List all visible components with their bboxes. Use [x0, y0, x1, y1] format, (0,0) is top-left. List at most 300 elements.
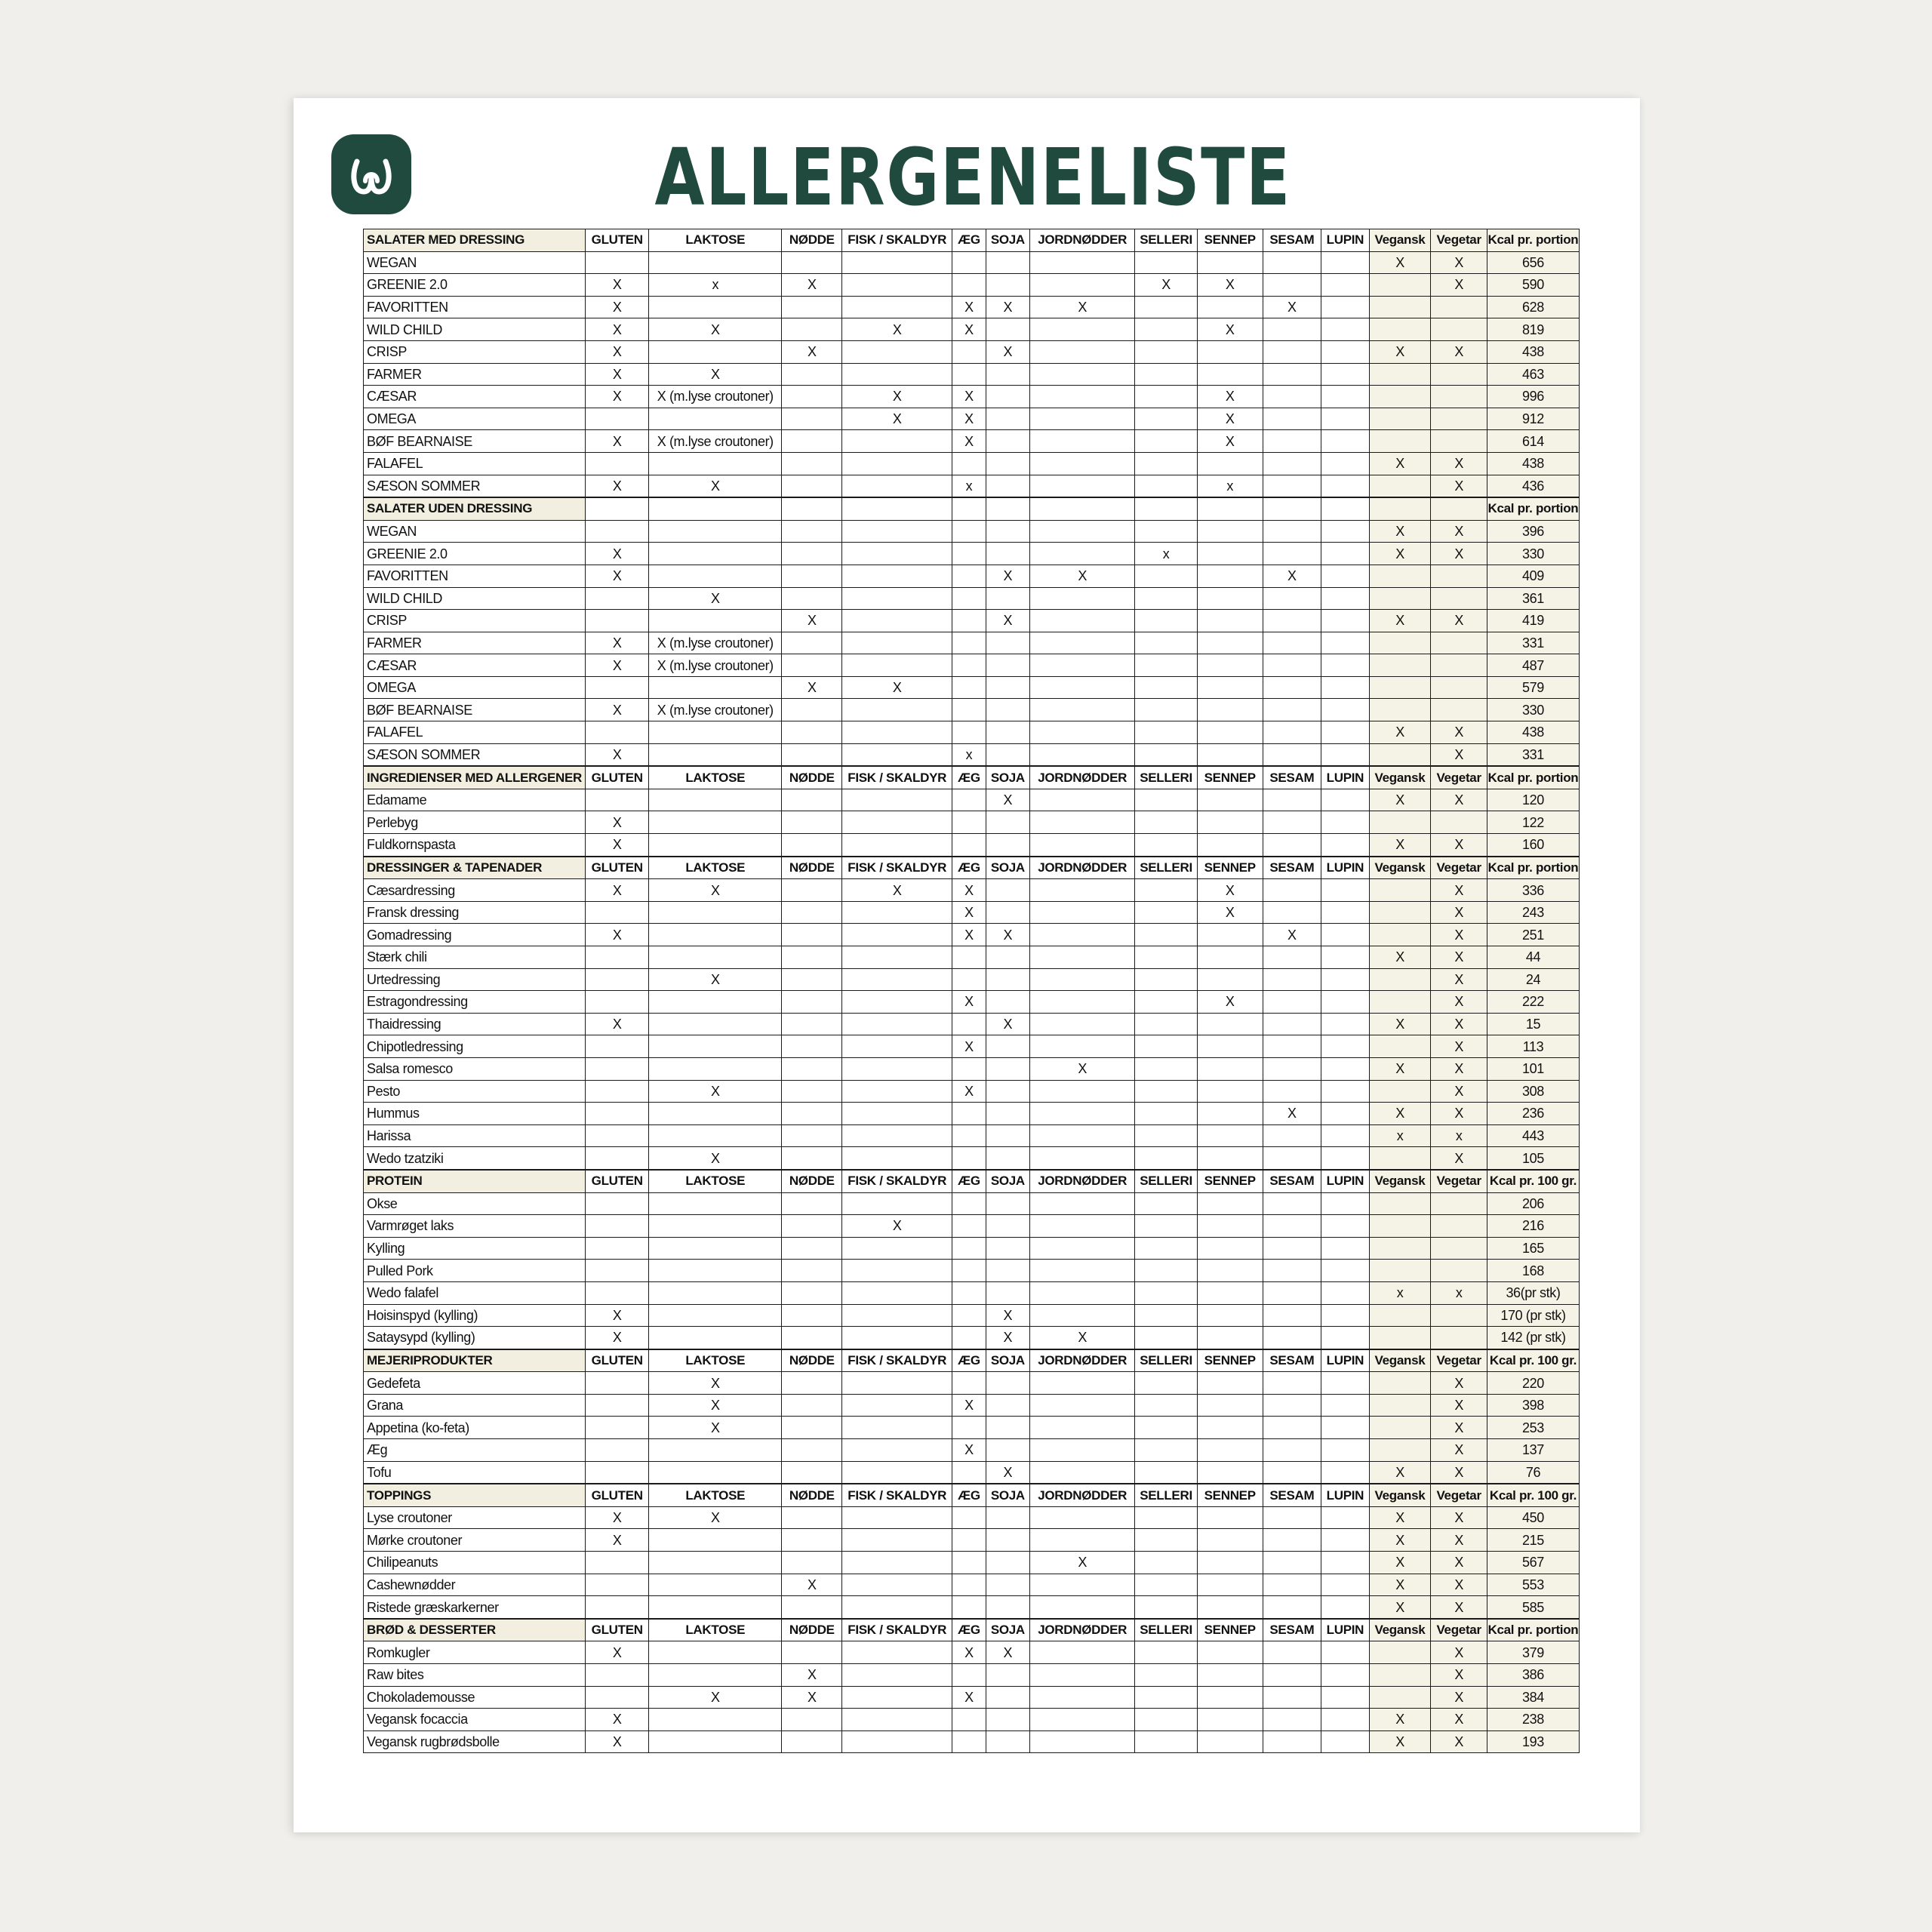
allergen-cell — [1263, 1372, 1321, 1395]
allergen-cell: X — [1431, 1103, 1487, 1125]
allergen-cell — [586, 1372, 649, 1395]
allergen-cell — [842, 610, 952, 632]
allergen-cell — [1321, 1664, 1370, 1687]
table-row — [364, 610, 1580, 632]
allergen-cell: X — [1030, 1057, 1135, 1080]
allergen-cell — [842, 1103, 952, 1125]
section-title: DRESSINGER & TAPENADER — [364, 857, 586, 879]
table-row — [364, 587, 1580, 610]
allergen-cell — [986, 946, 1029, 969]
table-row — [364, 1730, 1580, 1753]
allergen-cell — [842, 520, 952, 543]
allergen-cell — [1197, 1215, 1263, 1238]
allergen-cell — [649, 1709, 782, 1731]
allergen-cell: X — [649, 1394, 782, 1417]
item-name: GREENIE 2.0 — [364, 274, 586, 297]
allergen-cell: X — [1369, 1552, 1431, 1574]
kcal-cell: 243 — [1487, 901, 1579, 924]
allergen-cell — [1197, 1103, 1263, 1125]
allergen-cell — [986, 1080, 1029, 1103]
kcal-cell: 463 — [1487, 363, 1579, 386]
allergen-cell — [649, 1103, 782, 1125]
allergen-cell — [1369, 1035, 1431, 1058]
allergen-cell — [1321, 610, 1370, 632]
item-name: Hoisinspyd (kylling) — [364, 1304, 586, 1327]
allergen-cell — [649, 1237, 782, 1260]
kcal-cell: 168 — [1487, 1260, 1579, 1282]
allergen-cell — [1197, 1035, 1263, 1058]
allergen-cell — [782, 1417, 842, 1439]
allergen-cell — [1321, 1641, 1370, 1664]
column-header: Vegansk — [1369, 1349, 1431, 1372]
allergen-cell — [1197, 296, 1263, 318]
allergen-cell — [1263, 721, 1321, 744]
allergen-cell — [1135, 587, 1198, 610]
section-title: SALATER UDEN DRESSING — [364, 497, 586, 520]
column-header: GLUTEN — [586, 229, 649, 252]
kcal-cell: 253 — [1487, 1417, 1579, 1439]
allergen-cell — [986, 632, 1029, 654]
allergen-cell — [1135, 1080, 1198, 1103]
allergen-cell — [952, 946, 986, 969]
kcal-cell: 443 — [1487, 1124, 1579, 1147]
column-header: Vegansk — [1369, 229, 1431, 252]
allergen-cell — [1135, 1596, 1198, 1619]
allergen-cell — [986, 1552, 1029, 1574]
allergen-cell — [842, 1439, 952, 1462]
allergen-cell — [1263, 587, 1321, 610]
table-row — [364, 1237, 1580, 1260]
allergen-cell — [1197, 1506, 1263, 1529]
allergen-cell — [842, 363, 952, 386]
allergen-cell — [1263, 318, 1321, 341]
column-header: LAKTOSE — [649, 229, 782, 252]
allergen-cell — [586, 991, 649, 1014]
allergen-cell — [952, 1574, 986, 1596]
allergen-cell — [986, 1664, 1029, 1687]
item-name: Thaidressing — [364, 1013, 586, 1035]
allergen-cell — [1431, 654, 1487, 677]
column-header: LUPIN — [1321, 1170, 1370, 1192]
allergen-cell — [782, 1596, 842, 1619]
allergen-cell: X — [952, 1035, 986, 1058]
allergen-cell: X — [1197, 408, 1263, 430]
allergen-cell — [1263, 1709, 1321, 1731]
allergen-cell — [586, 1394, 649, 1417]
allergen-cell — [1263, 386, 1321, 408]
column-header: GLUTEN — [586, 1484, 649, 1506]
allergen-cell: X — [586, 632, 649, 654]
allergen-cell — [986, 1215, 1029, 1238]
allergen-cell: X — [952, 296, 986, 318]
allergen-cell — [1321, 1103, 1370, 1125]
section-header-row — [364, 857, 1580, 879]
allergen-cell: X — [1431, 475, 1487, 497]
item-name: FAVORITTEN — [364, 296, 586, 318]
allergen-cell — [1135, 565, 1198, 587]
column-header: SESAM — [1263, 1619, 1321, 1641]
kcal-cell: 567 — [1487, 1552, 1579, 1574]
column-header — [1263, 497, 1321, 520]
allergen-cell — [1321, 789, 1370, 811]
allergen-cell — [782, 1506, 842, 1529]
allergen-cell: X — [1369, 1574, 1431, 1596]
allergen-cell — [1030, 386, 1135, 408]
section-title: PROTEIN — [364, 1170, 586, 1192]
allergen-cell — [952, 251, 986, 274]
table-row — [364, 520, 1580, 543]
allergen-cell — [1321, 1013, 1370, 1035]
allergen-cell — [1263, 340, 1321, 363]
column-header: SENNEP — [1197, 229, 1263, 252]
item-name: Ristede græskarkerner — [364, 1596, 586, 1619]
kcal-cell: 438 — [1487, 340, 1579, 363]
kcal-cell: 330 — [1487, 699, 1579, 721]
allergen-cell: X — [1431, 610, 1487, 632]
allergen-cell — [782, 1461, 842, 1484]
item-name: SÆSON SOMMER — [364, 743, 586, 766]
allergen-cell — [1321, 1057, 1370, 1080]
allergen-cell — [1263, 901, 1321, 924]
allergen-cell — [1135, 789, 1198, 811]
allergen-cell: X — [1431, 924, 1487, 946]
kcal-cell: 222 — [1487, 991, 1579, 1014]
allergen-cell — [649, 1035, 782, 1058]
allergen-cell: x — [952, 743, 986, 766]
allergen-cell — [586, 1417, 649, 1439]
column-header: LAKTOSE — [649, 1349, 782, 1372]
column-header: GLUTEN — [586, 857, 649, 879]
allergen-cell — [1135, 386, 1198, 408]
kcal-cell: 44 — [1487, 946, 1579, 969]
allergen-cell — [1369, 386, 1431, 408]
column-header: JORDNØDDER — [1030, 1170, 1135, 1192]
allergen-cell — [586, 1057, 649, 1080]
allergen-cell: X — [952, 318, 986, 341]
allergen-cell — [952, 610, 986, 632]
allergen-cell — [842, 811, 952, 834]
allergen-cell — [1431, 676, 1487, 699]
allergen-cell — [649, 1215, 782, 1238]
allergen-cell — [952, 1664, 986, 1687]
allergen-cell: X (m.lyse croutoner) — [649, 386, 782, 408]
allergen-cell — [986, 721, 1029, 744]
allergen-cell — [1321, 1327, 1370, 1349]
allergen-cell — [782, 991, 842, 1014]
allergen-cell: X — [842, 318, 952, 341]
item-name: Chokolademousse — [364, 1686, 586, 1709]
kcal-cell: 396 — [1487, 520, 1579, 543]
allergen-cell: X — [1369, 452, 1431, 475]
allergen-cell: X — [1197, 318, 1263, 341]
allergen-cell — [1135, 676, 1198, 699]
allergen-cell — [1431, 1237, 1487, 1260]
allergen-cell: X — [782, 1686, 842, 1709]
allergen-cell — [1030, 924, 1135, 946]
allergen-cell: X — [1197, 901, 1263, 924]
allergen-cell — [1369, 1304, 1431, 1327]
allergen-cell — [1197, 811, 1263, 834]
allergen-cell — [1030, 654, 1135, 677]
allergen-cell: x — [1431, 1124, 1487, 1147]
kcal-header: Kcal pr. 100 gr. — [1487, 1349, 1579, 1372]
allergen-cell — [1369, 1417, 1431, 1439]
allergen-cell — [1263, 968, 1321, 991]
allergen-cell: X — [586, 699, 649, 721]
allergen-cell: X — [1030, 1552, 1135, 1574]
allergen-cell — [1135, 901, 1198, 924]
allergen-cell — [1197, 1372, 1263, 1395]
allergen-cell — [1135, 879, 1198, 902]
allergen-cell — [782, 1237, 842, 1260]
allergen-cell — [1197, 251, 1263, 274]
allergen-cell — [649, 408, 782, 430]
allergen-cell — [1321, 1147, 1370, 1170]
allergen-cell — [1321, 1596, 1370, 1619]
allergen-cell — [1135, 296, 1198, 318]
table-row — [364, 1327, 1580, 1349]
kcal-cell: 216 — [1487, 1215, 1579, 1238]
column-header: SOJA — [986, 1484, 1029, 1506]
table-row — [364, 1147, 1580, 1170]
allergen-cell — [782, 1304, 842, 1327]
allergen-cell — [1321, 1035, 1370, 1058]
allergen-cell — [1369, 1327, 1431, 1349]
allergen-cell — [586, 1147, 649, 1170]
allergen-cell — [1030, 587, 1135, 610]
column-header: Vegansk — [1369, 766, 1431, 789]
allergen-cell: X — [1369, 1013, 1431, 1035]
allergen-cell — [1030, 408, 1135, 430]
allergen-cell — [649, 924, 782, 946]
allergen-cell: X — [1369, 1103, 1431, 1125]
allergen-cell — [1369, 1147, 1431, 1170]
allergen-cell: X — [1369, 251, 1431, 274]
allergen-cell — [1369, 296, 1431, 318]
item-name: Romkugler — [364, 1641, 586, 1664]
table-row — [364, 789, 1580, 811]
allergen-cell — [952, 811, 986, 834]
table-row — [364, 1103, 1580, 1125]
allergen-cell — [1369, 991, 1431, 1014]
allergen-cell — [782, 632, 842, 654]
allergen-cell: X — [1431, 1461, 1487, 1484]
allergen-cell — [1030, 1529, 1135, 1552]
allergen-cell — [649, 251, 782, 274]
item-name: Estragondressing — [364, 991, 586, 1014]
allergen-cell — [842, 1192, 952, 1215]
allergen-cell — [1030, 1103, 1135, 1125]
allergen-cell — [1431, 296, 1487, 318]
allergen-cell — [1135, 1641, 1198, 1664]
allergen-cell — [842, 340, 952, 363]
allergen-cell — [586, 520, 649, 543]
item-name: Tofu — [364, 1461, 586, 1484]
allergen-cell — [586, 1552, 649, 1574]
allergen-cell — [586, 789, 649, 811]
allergen-cell — [1263, 1260, 1321, 1282]
allergen-cell — [1135, 1215, 1198, 1238]
allergen-cell — [1030, 1506, 1135, 1529]
allergen-cell — [1321, 1686, 1370, 1709]
allergen-cell: X — [586, 386, 649, 408]
allergen-cell: X — [1431, 251, 1487, 274]
allergen-cell — [1030, 1574, 1135, 1596]
allergen-cell — [1263, 475, 1321, 497]
allergen-cell — [1197, 676, 1263, 699]
allergen-cell — [1321, 1417, 1370, 1439]
column-header: LUPIN — [1321, 1349, 1370, 1372]
allergen-cell — [1263, 1641, 1321, 1664]
allergen-cell — [1263, 1327, 1321, 1349]
column-header: NØDDE — [782, 229, 842, 252]
table-row — [364, 811, 1580, 834]
allergen-cell — [1369, 699, 1431, 721]
allergen-cell — [1135, 699, 1198, 721]
kcal-cell: 24 — [1487, 968, 1579, 991]
allergen-cell: X — [649, 1080, 782, 1103]
column-header: LAKTOSE — [649, 1484, 782, 1506]
allergen-cell — [952, 1237, 986, 1260]
allergen-cell — [1135, 475, 1198, 497]
table-row — [364, 1394, 1580, 1417]
allergen-cell — [649, 721, 782, 744]
allergen-cell — [586, 1035, 649, 1058]
allergen-cell — [1135, 1327, 1198, 1349]
allergen-cell — [952, 1260, 986, 1282]
table-row — [364, 1461, 1580, 1484]
allergen-cell: X — [842, 408, 952, 430]
kcal-cell: 331 — [1487, 632, 1579, 654]
allergen-cell — [586, 1124, 649, 1147]
item-name: FARMER — [364, 632, 586, 654]
allergen-cell — [842, 475, 952, 497]
allergen-cell — [986, 1596, 1029, 1619]
item-name: CÆSAR — [364, 386, 586, 408]
allergen-cell: X — [586, 743, 649, 766]
column-header: SESAM — [1263, 229, 1321, 252]
allergen-cell — [1135, 1372, 1198, 1395]
allergen-cell — [1135, 1192, 1198, 1215]
kcal-cell: 15 — [1487, 1013, 1579, 1035]
allergen-cell — [782, 386, 842, 408]
kcal-cell: 165 — [1487, 1237, 1579, 1260]
allergen-cell — [952, 1730, 986, 1753]
allergen-cell — [986, 1709, 1029, 1731]
allergen-cell — [1263, 632, 1321, 654]
allergen-cell — [1321, 924, 1370, 946]
allergen-cell — [1321, 879, 1370, 902]
column-header: FISK / SKALDYR — [842, 1349, 952, 1372]
column-header: GLUTEN — [586, 766, 649, 789]
allergen-cell — [586, 1686, 649, 1709]
item-name: Okse — [364, 1192, 586, 1215]
allergen-cell — [1321, 475, 1370, 497]
allergen-cell — [782, 318, 842, 341]
allergen-cell — [952, 1147, 986, 1170]
allergen-cell — [986, 1439, 1029, 1462]
column-header — [1369, 497, 1431, 520]
allergen-cell — [1030, 1260, 1135, 1282]
item-name: WILD CHILD — [364, 587, 586, 610]
allergen-cell: X — [1197, 879, 1263, 902]
column-header: SELLERI — [1135, 1349, 1198, 1372]
allergen-cell — [586, 1461, 649, 1484]
allergen-cell — [1135, 1461, 1198, 1484]
allergen-cell — [1030, 475, 1135, 497]
allergen-cell — [952, 340, 986, 363]
allergen-cell — [586, 676, 649, 699]
allergen-cell — [952, 1057, 986, 1080]
allergen-cell — [1263, 1686, 1321, 1709]
allergen-cell — [649, 834, 782, 857]
item-name: Stærk chili — [364, 946, 586, 969]
allergen-cell — [1030, 1641, 1135, 1664]
kcal-cell: 76 — [1487, 1461, 1579, 1484]
allergen-cell — [1030, 1035, 1135, 1058]
item-name: Pulled Pork — [364, 1260, 586, 1282]
allergen-cell — [842, 1057, 952, 1080]
table-row — [364, 1417, 1580, 1439]
allergen-cell: X — [1431, 743, 1487, 766]
allergen-cell — [782, 1529, 842, 1552]
allergen-cell — [1135, 834, 1198, 857]
allergen-cell — [1369, 1215, 1431, 1238]
allergen-cell — [1197, 587, 1263, 610]
allergen-cell — [1135, 1730, 1198, 1753]
allergen-cell: X — [986, 610, 1029, 632]
allergen-cell: X — [586, 1709, 649, 1731]
item-name: Raw bites — [364, 1664, 586, 1687]
allergen-cell — [586, 1664, 649, 1687]
allergen-cell — [986, 1574, 1029, 1596]
column-header: GLUTEN — [586, 1619, 649, 1641]
allergen-cell: X — [649, 587, 782, 610]
table-row — [364, 475, 1580, 497]
allergen-cell — [986, 1103, 1029, 1125]
allergen-cell — [952, 968, 986, 991]
allergen-cell — [952, 363, 986, 386]
allergen-cell — [1263, 274, 1321, 297]
kcal-cell: 398 — [1487, 1394, 1579, 1417]
allergen-cell — [1321, 991, 1370, 1014]
allergen-cell — [1135, 1124, 1198, 1147]
section-title: INGREDIENSER MED ALLERGENER — [364, 766, 586, 789]
allergen-cell — [1431, 1215, 1487, 1238]
table-row — [364, 274, 1580, 297]
allergen-cell — [1321, 699, 1370, 721]
allergen-cell: X — [952, 386, 986, 408]
allergen-cell: x — [952, 475, 986, 497]
table-row — [364, 879, 1580, 902]
allergen-cell — [952, 1013, 986, 1035]
allergen-cell — [782, 408, 842, 430]
allergen-cell — [1197, 1394, 1263, 1417]
kcal-cell: 996 — [1487, 386, 1579, 408]
allergen-cell — [1263, 1461, 1321, 1484]
allergen-cell — [1431, 386, 1487, 408]
column-header: SESAM — [1263, 1484, 1321, 1506]
allergen-cell — [1263, 1439, 1321, 1462]
allergen-cell — [986, 743, 1029, 766]
item-name: Urtedressing — [364, 968, 586, 991]
allergen-cell — [586, 968, 649, 991]
allergen-cell — [842, 1641, 952, 1664]
allergen-cell — [842, 1417, 952, 1439]
allergen-cell: X — [1263, 565, 1321, 587]
column-header: ÆG — [952, 766, 986, 789]
allergen-cell — [1321, 1552, 1370, 1574]
